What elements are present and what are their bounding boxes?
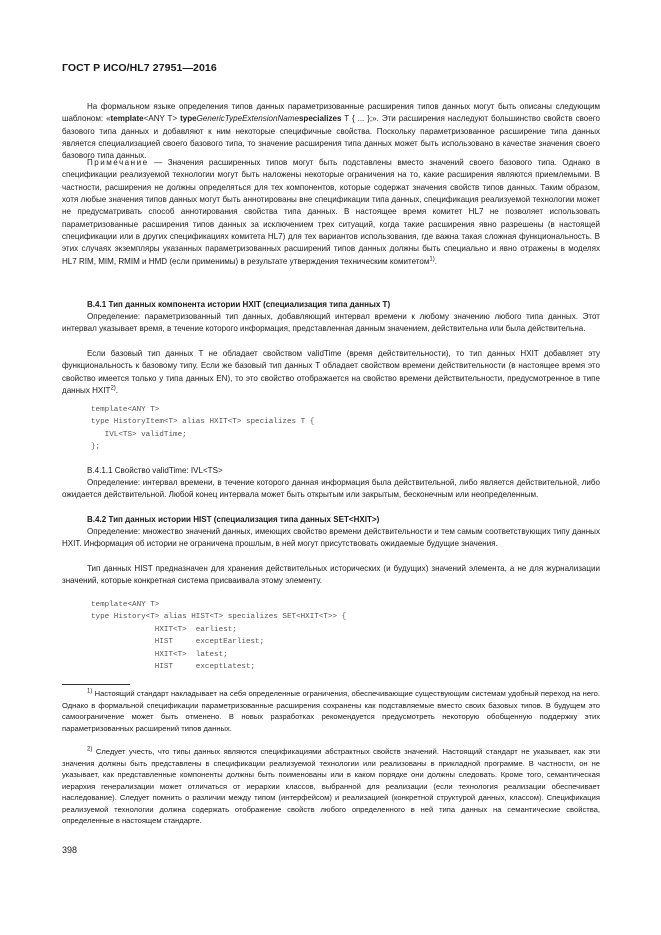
code-line: }; (91, 443, 101, 452)
code-line: template<ANY T> (91, 406, 160, 414)
code-line: IVL<TS> validTime; (91, 430, 187, 439)
code-block-hxit (91, 404, 314, 454)
footnote-separator (62, 684, 130, 685)
note-paragraph: Примечание — Значения расширенных типов могут быть подставлены вместо значений своего базового типа. Однако в спецификации реализуемой технологии могут быть наложены некоторые ограничения на то, какие расширения являются приемлемыми. В частности, расширения не должны определяться для тех компонентов, которые содержат значения свойств типов данных. Таким образом, хотя любые значения типов данных могут быть аннотированы вне спецификации типа данных, спецификация реализуемой технологии может не предусматривать способ аннотирования свойства типа данных. В настоящее время комитет HL7 не позволяет использовать параметризованные расширения типов данных за исключением трех ситуаций, когда такие расширения явно разрешены (в настоящей спецификации или в других спецификациях комитета HL7) для тех вариантов использования, где важна такая сложная функциональность. В этих случаях экземпляры указанных параметризованных расширений типов данных должны быть специально и явно отражены в моделях HL7 RIM, MIM, RMIM и HMD (если применимы) в результате утверждения техническим комитетом$^{1)}$. (62, 158, 600, 266)
code-line: type HistoryItem<T> alias HXIT<T> specializes T { (91, 418, 315, 427)
section-b42-heading: B.4.2 Тип данных истории HIST (специализация типа данных SET<HXIT>) (87, 515, 380, 524)
code-block-hist (91, 599, 346, 673)
code-line: HXIT<T> latest; (91, 650, 228, 659)
section-b41-heading: B.4.1 Тип данных компонента истории HXIT (специализация типа данных T) (87, 300, 391, 309)
footnote-2: $^{2)}$ Следует учесть, что типы данных являются спецификациями абстрактных свойств значений. Настоящий стандарт не указывает, как эти значения должны быть представлены в спецификации реализуемой технологии или реализованы в прикладной программе. В частности, он не указывает, как представленные компоненты должны быть поименованы или в каком порядке они должны следовать. Кроме того, семантическая иерархия генерализации может отличаться от иерархии классов, выбранной для реализации (если технология реализации обеспечивает наследование). Следует помнить о различии между типом (интерфейсом) и реализацией (конкретной структурой данных, классом). Спецификация реализуемой технологии должна содержать отображение свойств любого определенного в ней типа данных на семантические свойства, определенные в настоящем стандарте. (62, 746, 600, 825)
code-line: HXIT<T> earliest; (91, 625, 237, 634)
intro-paragraph: На формальном языке определения типов данных параметризованные расширения типов данных могут быть описаны следующим шаблоном: «template<ANY T> typeGenericTypeExtensionNamespecializes T { ... };». Эти расширения наследуют большинство свойств своего базового типа данных и добавляют к ним некоторые специфичные свойства. Поскольку параметризованное расширение типа данных является специализацией своего базового типа, то значение расширения типа данных может быть использовано в качестве значения своего базового типа данных. (62, 102, 600, 161)
page-number: 398 (62, 845, 78, 855)
footnote-mark: 2) (87, 746, 93, 753)
code-line: HIST exceptLatest; (91, 663, 256, 672)
section-b41-paragraph: Если базовый тип данных T не обладает свойством validTime (время действительности), то тип данных HXIT добавляет эту функциональность к базовому типу. Если же базовый тип данных T обладает свойством времени действительности (в настоящее время это свойство имеется только у типа данных EN), то это свойство отображается на свойство времени действительности, предусмотренное в типе данных HXIT$^{2)}$. (62, 349, 600, 396)
section-b42-definition: Определение: множество значений данных, имеющих свойство времени действительности и тем самым соответствующих типу данных HXIT. Информация об истории не ограничена прошлым, в ней могут присутствовать ожидаемые будущие значения. (62, 527, 600, 549)
section-b42-paragraph: Тип данных HIST предназначен для хранения действительных исторических (и будущих) значений элемента, а не для журнализации значений, которые конкретная система присваивала этому элементу. (62, 564, 600, 586)
section-b411-heading: B.4.1.1 Свойство validTime: IVL<TS> (87, 466, 223, 475)
note-label: Примечание (87, 158, 149, 167)
section-b411-definition: Определение: интервал времени, в течение которого данная информация была действительной, либо является действительной, либо ожидается действительной. Любой конец интервала может быть открытым или закрытым, бесконечным или неопределенным. (62, 478, 600, 500)
code-line: template<ANY T> (91, 601, 160, 609)
footnote-1: $^{1)}$ Настоящий стандарт накладывает на себя определенные ограничения, обеспечивающие существующим системам удобный переход на него. Однако в формальной спецификации параметризованные расширения сохранены как подставляемые вместо своих базовых типов. В будущем это самоограничение может быть отменено. В новых разработках рекомендуется предусмотреть некоторую обобщенную поддержку этих параметризованных расширений типов данных. (62, 688, 600, 733)
page-header-title: ГОСТ Р ИСО/HL7 27951—2016 (62, 62, 217, 74)
section-b41-definition: Определение: параметризованный тип данных, добавляющий интервал времени к любому значению любого типа данных. Этот интервал указывает время, в течение которого информация, представленная данным значением, действительна или была действительна. (62, 312, 600, 334)
code-line: type History<T> alias HIST<T> specializes SET<HXIT<T>> { (91, 613, 347, 622)
footnote-mark: 1) (87, 688, 93, 695)
code-line: HIST exceptEarliest; (91, 638, 265, 647)
